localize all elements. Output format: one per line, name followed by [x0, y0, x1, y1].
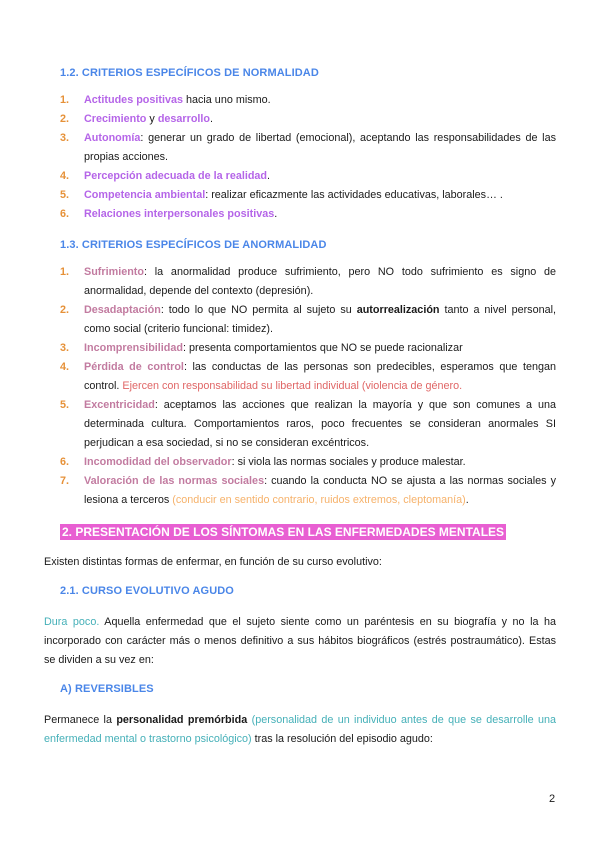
list-item: 3. Autonomía: generar un grado de libertad (emocional), aceptando las responsabilidades de las propias acciones. — [60, 132, 556, 163]
list-item: 4. Percepción adecuada de la realidad. — [60, 170, 271, 182]
heading-1-3: 1.3. CRITERIOS ESPECÍFICOS DE ANORMALIDAD — [60, 239, 327, 251]
heading-2: 2. PRESENTACIÓN DE LOS SÍNTOMAS EN LAS ENFERMEDADES MENTALES — [62, 525, 505, 539]
list-item: 2. Crecimiento y desarrollo. — [60, 113, 214, 125]
list-item: 2. Desadaptación: todo lo que NO permita al sujeto su autorrealización tanto a nivel personal, como social (criterio funcional: timidez). — [60, 304, 556, 335]
list-item: 1. Sufrimiento: la anormalidad produce sufrimiento, pero NO todo sufrimiento es signo de anormalidad, depende del contexto (depresión). — [60, 266, 556, 297]
list-item: 6. Relaciones interpersonales positivas. — [60, 208, 278, 220]
list-item: 4. Pérdida de control: las conductas de las personas son predecibles, esperamos que tengan control. Ejercen con responsabilidad su libertad individual (violencia de género. — [60, 361, 556, 392]
list-item: 5. Competencia ambiental: realizar eficazmente las actividades educativas, laborales… . — [60, 189, 503, 201]
page-number: 2 — [549, 793, 556, 805]
heading-1-2: 1.2. CRITERIOS ESPECÍFICOS DE NORMALIDAD — [60, 67, 319, 79]
list-item: 3. Incomprensibilidad: presenta comportamientos que NO se puede racionalizar — [60, 342, 463, 354]
list-item: 7. Valoración de las normas sociales: cuando la conducta NO se ajusta a las normas sociales y lesiona a terceros (conducir en sentido contrario, ruidos extremos, cleptomanía). — [60, 475, 556, 506]
heading-reversibles: A) REVERSIBLES — [60, 683, 154, 695]
paragraph-reversibles: Permanece la personalidad premórbida (personalidad de un individuo antes de que se desarrolle una enfermedad mental o trastorno psicológico) tras la resolución del episodio agudo: — [44, 714, 556, 745]
heading-2-1: 2.1. CURSO EVOLUTIVO AGUDO — [60, 585, 234, 597]
intro-paragraph: Existen distintas formas de enfermar, en función de su curso evolutivo: — [44, 556, 382, 568]
list-item: 6. Incomodidad del observador: si viola las normas sociales y produce malestar. — [60, 456, 466, 468]
list-anormalidad — [60, 263, 556, 510]
list-normalidad — [60, 91, 556, 224]
paragraph-agudo: Dura poco. Aquella enfermedad que el sujeto siente como un paréntesis en su biografía y no la ha incorporado con carácter más o menos definitivo a sus hábitos biográficos (estrés postraumático). Estas se dividen a su vez en: — [44, 616, 556, 666]
list-item: 5. Excentricidad: aceptamos las acciones que realizan la mayoría y que son comunes a una determinada cultura. Comportamientos raros, poco frecuentes se consideran anormales SI perjudican a esa sociedad, si no se consideran excéntricos. — [60, 399, 556, 449]
list-item: 1. Actitudes positivas hacia uno mismo. — [60, 94, 271, 106]
